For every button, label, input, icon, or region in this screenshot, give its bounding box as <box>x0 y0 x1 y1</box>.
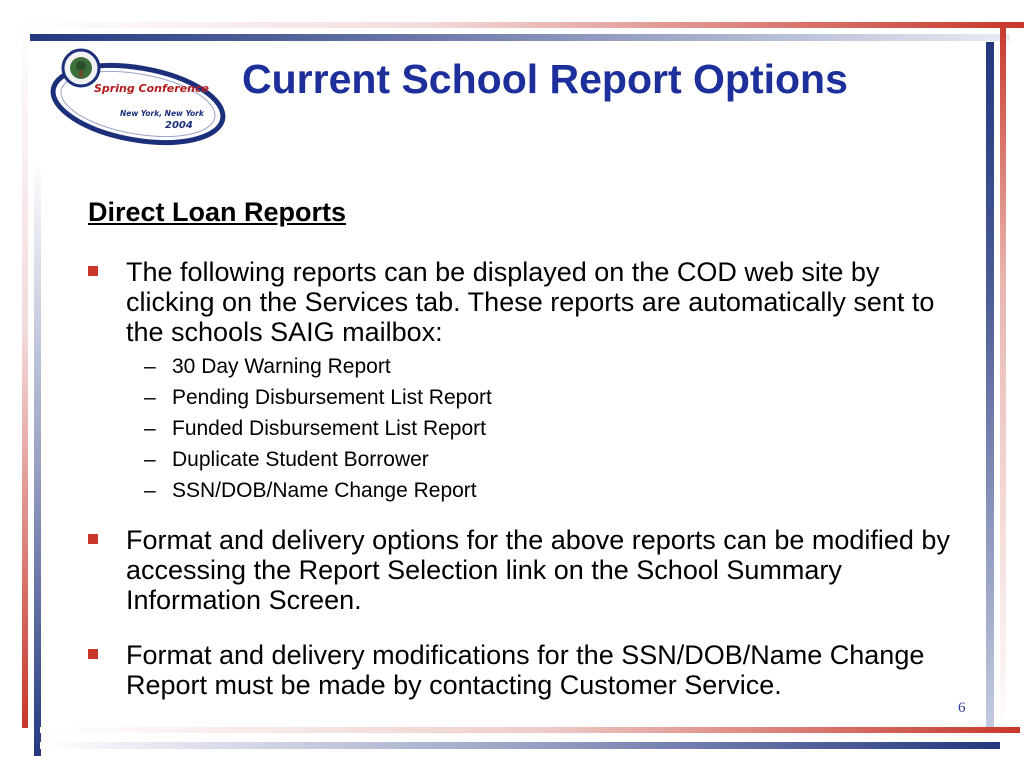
bullet-item <box>88 640 968 700</box>
dash-icon: – <box>144 355 156 378</box>
frame-right-red-bar <box>1000 22 1006 742</box>
frame-bottom-blue-bar <box>40 742 1000 749</box>
logo-location: New York, New York <box>120 109 204 118</box>
dash-icon: – <box>144 417 156 440</box>
report-list-item <box>144 382 492 413</box>
frame-top-blue-bar <box>30 34 1010 41</box>
bullet-text: The following reports can be displayed on the COD web site by clicking on the Services tab. These reports are automatically sent to the schools SAIG mailbox: <box>126 257 935 347</box>
report-list-item <box>144 351 492 382</box>
square-bullet-icon <box>88 266 98 276</box>
frame-right-blue-bar <box>986 42 994 732</box>
logo-year: 2004 <box>165 120 193 131</box>
report-name: Funded Disbursement List Report <box>172 417 486 440</box>
report-name: SSN/DOB/Name Change Report <box>172 479 477 502</box>
conference-logo <box>46 44 226 154</box>
square-bullet-icon <box>88 649 98 659</box>
dash-icon: – <box>144 448 156 471</box>
report-list <box>144 351 492 506</box>
bullet-text: Format and delivery options for the above reports can be modified by accessing the Report Selection link on the School Summary Information Screen. <box>126 525 950 615</box>
frame-bottom-red-bar <box>40 727 1020 733</box>
report-name: 30 Day Warning Report <box>172 355 391 378</box>
frame-top-red-bar <box>10 22 1024 28</box>
report-list-item <box>144 475 492 506</box>
bullet-text: Format and delivery modifications for the SSN/DOB/Name Change Report must be made by contacting Customer Service. <box>126 640 925 700</box>
logo-conference-name: Spring Conference <box>94 82 209 95</box>
bullet-item <box>88 525 968 615</box>
dash-icon: – <box>144 479 156 502</box>
slide-title: Current School Report Options <box>242 56 848 102</box>
dash-icon: – <box>144 386 156 409</box>
frame-left-blue-bar <box>34 160 41 756</box>
report-name: Duplicate Student Borrower <box>172 448 429 471</box>
bullet-item <box>88 257 968 347</box>
report-name: Pending Disbursement List Report <box>172 386 492 409</box>
page-number: 6 <box>958 700 966 716</box>
section-heading: Direct Loan Reports <box>88 197 347 227</box>
report-list-item <box>144 413 492 444</box>
report-list-item <box>144 444 492 475</box>
frame-left-red-bar <box>22 12 28 728</box>
square-bullet-icon <box>88 534 98 544</box>
